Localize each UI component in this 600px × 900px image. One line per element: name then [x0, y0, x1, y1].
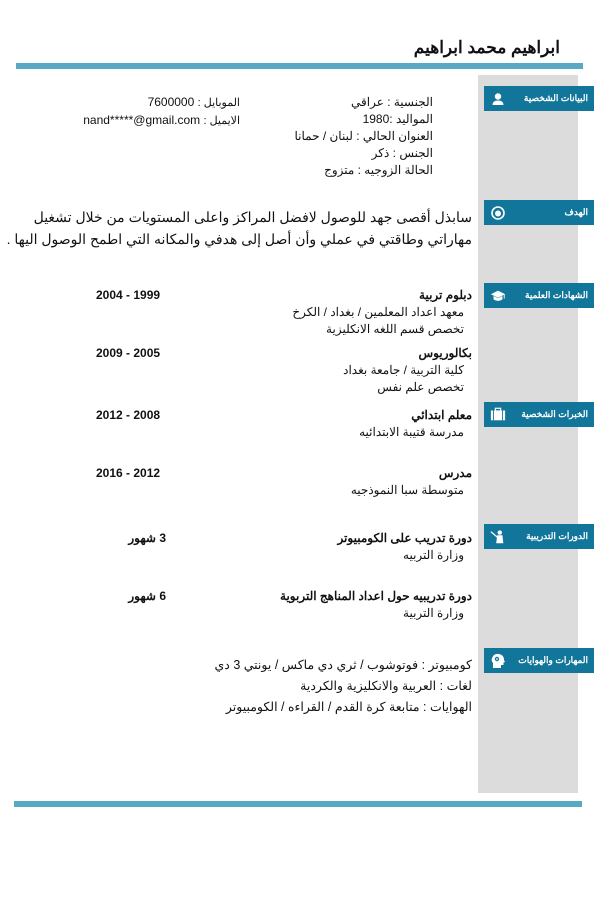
objective-text: [7, 206, 472, 250]
training-title: دورة تدريب على الكومبيوتر: [337, 531, 472, 545]
address: العنوان الحالي : لبنان / حمانا: [294, 129, 433, 143]
section-label-objective: [484, 200, 594, 225]
section-label-text: البيانات الشخصية: [523, 93, 588, 103]
briefcase-icon: [490, 407, 506, 423]
objective-line: سابذل أقصى جهد للوصول لافضل المراكز واعلى المستويات من خلال تشغيل: [33, 209, 472, 225]
training-duration: 6 شهور: [128, 589, 166, 603]
email-value[interactable]: nand*****@gmail.com: [83, 113, 201, 127]
head-gears-icon: [490, 653, 506, 669]
section-label-skills: [484, 648, 594, 673]
marital-status: الحالة الزوجيه : متزوج: [324, 163, 433, 177]
target-icon: [490, 205, 506, 221]
training-item: [280, 588, 472, 622]
experience-title: معلم ابتدائي: [411, 408, 472, 422]
skills-list: [214, 655, 472, 718]
experience-period: 2016 - 2012: [96, 466, 161, 480]
education-item: [292, 287, 472, 338]
objective-line: مهاراتي وطاقتي في عملي وأن أصل إلى هدفي والمكانه التي اطمح الوصول اليها .: [6, 231, 472, 247]
education-detail: تخصص قسم اللغه الانكليزية: [326, 322, 464, 336]
mobile-label: الموبايل :: [197, 97, 240, 109]
section-label-training: [484, 524, 594, 549]
nationality: الجنسية : عراقي: [351, 95, 433, 109]
teacher-icon: [490, 529, 506, 545]
sidebar: [478, 75, 578, 793]
training-detail: وزارة التربية: [403, 606, 464, 620]
section-label-education: [484, 283, 594, 308]
email-label: الايميل :: [203, 115, 240, 127]
training-duration: 3 شهور: [128, 531, 166, 545]
education-detail: كلية التربية / جامعة بغداد: [343, 363, 464, 377]
education-detail: معهد اعداد المعلمين / بغداد / الكرخ: [292, 305, 464, 319]
top-divider: [16, 63, 583, 69]
person-icon: [490, 91, 506, 107]
section-label-text: الشهادات العلمية: [525, 290, 588, 300]
mobile-value: 7600000: [147, 95, 195, 109]
email: [83, 112, 240, 130]
section-label-personal: [484, 86, 594, 111]
experience-detail: مدرسة قتيبة الابتدائيه: [359, 425, 464, 439]
education-title: بكالوريوس: [418, 346, 472, 360]
graduation-cap-icon: [490, 288, 506, 304]
training-item: [337, 530, 472, 564]
experience-title: مدرس: [438, 466, 472, 480]
skill-languages: لغات : العربية والانكليزية والكردية: [300, 679, 472, 693]
candidate-name: ابراهيم محمد ابراهيم: [413, 38, 560, 57]
section-label-text: الخبرات الشخصية: [521, 409, 588, 419]
experience-detail: متوسطة سبا النموذجيه: [350, 483, 464, 497]
section-label-text: المهارات والهوايات: [518, 655, 588, 665]
section-label-text: الدورات التدريبية: [526, 531, 588, 541]
training-detail: وزارة التربيه: [403, 548, 464, 562]
section-label-experience: [484, 402, 594, 427]
experience-item: [359, 407, 472, 441]
education-title: دبلوم تربية: [419, 288, 472, 302]
personal-info: [294, 94, 433, 179]
hobbies: الهوايات : متابعة كرة القدم / القراءه / الكومبيوتر: [225, 700, 472, 714]
education-detail: تخصص علم نفس: [377, 380, 464, 394]
experience-period: 2012 - 2008: [96, 408, 161, 422]
experience-item: [351, 465, 472, 499]
birth-year: المواليد :1980: [362, 112, 433, 126]
gender: الجنس : ذكر: [371, 146, 433, 160]
section-label-text: الهدف: [564, 207, 588, 217]
education-item: [343, 345, 472, 396]
training-title: دورة تدريبيه حول اعداد المناهج التربوية: [280, 589, 472, 603]
mobile: [83, 94, 240, 112]
bottom-divider: [14, 801, 582, 807]
contact-info: [83, 94, 240, 130]
education-period: 2009 - 2005: [96, 346, 161, 360]
education-period: 2004 - 1999: [96, 288, 161, 302]
skill-computer: كومبيوتر : فوتوشوب / ثري دي ماكس / يونتي 3 دي: [214, 658, 472, 672]
